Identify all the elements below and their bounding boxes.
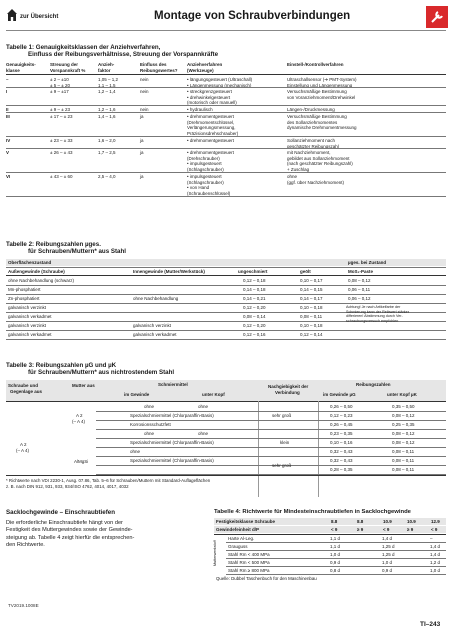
table3-cell: 0,25 – 0,35: [392, 421, 415, 427]
table1-class-cell: I: [6, 89, 8, 94]
table3-cell: 0,32 – 0,43: [330, 457, 353, 463]
table1-cell: • impulsgesteuert: [187, 161, 222, 166]
table1-row-rule: [6, 172, 446, 173]
table1-cell: (motorisch oder manuell): [187, 100, 237, 105]
table3-bottom-rule: [6, 475, 446, 476]
table3-header-cell: Schraube und: [8, 383, 39, 388]
table1-cell: • streckgrenzgesteuert: [187, 89, 232, 94]
table3-cell: Spezialschmiermittel (Chlorparaffin-Basis): [130, 439, 214, 445]
table2-cell: 0,12 – 0,20: [243, 304, 266, 310]
section-sackloch-line: Die erforderliche Einschraubtiefe hängt von der: [6, 520, 123, 526]
table2-cell: 0,10 – 0,18: [300, 322, 323, 328]
table2-cell: 0,12 – 0,14: [300, 331, 323, 337]
table4-header-cell: 8.8: [357, 519, 364, 524]
table1-cell: • von Hand: [187, 185, 210, 190]
table3-header-cell: im Gewinde: [124, 392, 150, 397]
table3-row-rule: [96, 465, 446, 466]
table1-cell: ± 26 – ± 43: [50, 150, 73, 155]
table3-cell: Spezialschmiermittel (Chlorparaffin-Basis): [130, 457, 214, 463]
header-divider: [6, 30, 446, 31]
table2-header-cell: µges. bei Zustand: [348, 260, 387, 265]
table3-nut-material: (– A 4): [72, 419, 86, 424]
table1-header-cell: Einstell-/Kontrollverfahren: [287, 62, 344, 67]
table1-cell: • längungsgesteuert (Ultraschall): [187, 77, 253, 82]
table4-material-cell: Stahl Rm < 400 MPa: [228, 551, 270, 557]
table1-cell: 1,7 – 2,5: [98, 150, 116, 155]
table1-header-cell: faktor: [98, 67, 111, 73]
table1-row-rule: [6, 112, 446, 113]
table2-header-cell: Außengewinde (Schraube): [8, 268, 65, 274]
table3-header-cell: Schmiermittel: [158, 381, 188, 387]
table3-header-cell: Verbindung: [275, 389, 300, 395]
table1-cell: ja: [140, 114, 144, 119]
table2-cell: 0,14 – 0,17: [300, 295, 323, 301]
table4-header-cell: 10.9: [407, 519, 416, 524]
table1-cell: • drehmomentgesteuert: [187, 114, 234, 119]
table4-row-rule: [226, 566, 446, 567]
table1-cell: ± 17 – ± 23: [50, 114, 73, 119]
table1-cell: ± 23 – ± 33: [50, 138, 73, 143]
table3-row-rule: [96, 411, 446, 412]
table3-cell: 0,35 – 0,50: [392, 403, 415, 409]
table1-class-cell: IV: [6, 138, 11, 143]
section-sackloch-line: den Richtwerte.: [6, 542, 45, 549]
table1-row-rule: [6, 105, 446, 106]
table3-cell: 0,08 – 0,12: [392, 412, 415, 418]
table1-header-cell: Einfluss des: [140, 62, 167, 67]
table3-footnote: * Richtwerte nach VDI 2230-1, Ausg. 07.86, Tab. 5–6 für Schrauben/Muttern mit Standard-Auflageflächen: [6, 478, 211, 483]
table4-row-rule: [226, 558, 446, 559]
table3-cell: 0,08 – 0,11: [392, 457, 415, 463]
table2-header-cell: ungeschmiert: [238, 268, 268, 274]
table4-cell: 1,4 d: [430, 551, 441, 557]
table1-cell: ja: [140, 174, 144, 179]
back-to-overview-link[interactable]: zur Übersicht: [20, 14, 59, 20]
table2-cell: 0,12 – 0,20: [243, 322, 266, 328]
table1-cell: • hydraulisch: [187, 107, 213, 112]
table2-cell: 0,12 – 0,16: [243, 331, 266, 337]
table2-cell: galvanisch verzinkt: [133, 322, 172, 328]
table4-cell: 1,4 d: [430, 543, 441, 549]
brand-logo: [426, 6, 448, 28]
table1-header-rule: [6, 74, 446, 75]
table4-row-rule: [226, 542, 446, 543]
table-column-divider: [318, 401, 319, 497]
table1-class-cell: II: [6, 107, 9, 112]
table3-cell: 0,08 – 0,11: [392, 448, 415, 454]
table1-cell: Längen-/Druckmessung: [287, 107, 335, 112]
table2-cell: ohne Nachbehandlung: [133, 295, 179, 301]
table4-header-rule: [214, 534, 446, 535]
table2-title: Tabelle 2: Reibungszahlen µges.: [6, 241, 101, 248]
table3-cell: 0,08 – 0,12: [392, 439, 415, 445]
table2-note: schraubungsversuch empfohlen: [346, 318, 399, 323]
table3-cell: 0,08 – 0,12: [392, 430, 415, 436]
table2-cell: 0,08 – 0,12: [348, 277, 371, 283]
table2-cell: 0,14 – 0,18: [243, 286, 266, 292]
section-sackloch-line: steigung ab. Tabelle 4 zeigt hierfür die entsprechen-: [6, 534, 135, 541]
table3-cell: ohne: [144, 403, 155, 409]
table2-cell: 0,10 – 0,18: [300, 304, 323, 310]
table3-screw-material: (– A 4): [16, 448, 30, 453]
table4-header-cell: Gewindefeinheit d/P: [216, 527, 260, 532]
table1-header-cell: Anzieh-: [98, 62, 115, 67]
table1-cell: 1,1 – 1,5: [98, 82, 116, 88]
table4-material-cell: Harte Al-Leg.: [228, 535, 255, 541]
table4-header-cell: < 9: [431, 527, 438, 532]
table3-row-rule: [96, 420, 446, 421]
table1-subtitle: Einfluss der Reibungsverhältnisse, Streuung der Vorspannkräfte: [28, 51, 219, 58]
table1-header-cell: Anziehverfahren: [187, 62, 223, 67]
table2-cell: 0,10 – 0,17: [300, 277, 323, 283]
table1-class-cell: –: [6, 77, 9, 82]
table1-header-cell: Genauigkeits-: [6, 62, 36, 67]
table3-row-rule: [96, 456, 446, 457]
table1-row-rule: [6, 196, 446, 197]
section-sackloch-line: Festigkeit des Muttergewindes sowie der Gewinde-: [6, 527, 133, 534]
table4-header-cell: 8.8: [331, 519, 338, 524]
table3-header-cell: Reibungszahlen: [356, 381, 391, 387]
page-header: [6, 6, 446, 30]
table2-note: differieren! Abstimmung durch Ver-: [346, 314, 403, 319]
table1-cell: Verlängerungsmessung,: [187, 125, 236, 130]
table1-cell: nein: [140, 89, 149, 94]
table3-cell: sehr groß: [272, 413, 292, 418]
table1-cell: 1,4 – 1,6: [98, 114, 116, 119]
table3-title: Tabelle 3: Reibungszahlen µG und µK: [6, 362, 117, 369]
table2-cell: Mn-phosphatiert: [8, 286, 41, 292]
table4-side-label: Mutterwerkstoff: [213, 540, 217, 566]
table2-cell: 0,14 – 0,21: [243, 295, 266, 301]
table4-header-cell: 12.9: [431, 519, 440, 524]
table4-cell: 0,9 d: [382, 567, 393, 573]
table4-cell: 1,1 d: [330, 535, 341, 541]
table3-subtitle: für Schrauben/Muttern* aus nichtrostendem Stahl: [28, 369, 175, 376]
table2-subtitle: für Schrauben/Muttern* aus Stahl: [28, 248, 126, 255]
table1-cell: Ultraschallsensor (➔ PMT-System): [287, 77, 357, 82]
table3-row-rule: [96, 438, 446, 439]
table2-note: Achtung! Je nach Artikelfarbe der: [346, 305, 401, 309]
table1-title: Tabelle 1: Genauigkeitsklassen der Anziehverfahren,: [6, 44, 161, 51]
table3-row-rule: [96, 429, 446, 430]
table3-cell: 0,12 – 0,23: [330, 412, 353, 418]
table1-cell: 1,6 – 2,0: [98, 138, 116, 143]
table2-cell: galvanisch verzinkt: [8, 322, 47, 328]
table1-cell: Versuchsmäßige Bestimmung: [287, 114, 347, 119]
table3-cell: 0,26 – 0,50: [330, 403, 353, 409]
table2-cell: ohne Nachbehandlung (schwarz): [8, 277, 75, 283]
table1-row-rule: [6, 136, 446, 137]
table4-material-cell: Stahl Rm ≥ 800 MPa: [228, 567, 270, 573]
table4-title: Tabelle 4: Richtwerte für Mindesteinschraubtiefen in Sacklochgewinde: [214, 509, 411, 515]
table4-header-cell: Festigkeitsklasse Schraube: [216, 519, 276, 524]
table3-header-cell: Gegenlage aus: [10, 388, 43, 394]
table2-row-rule: [6, 303, 446, 304]
table1-cell: ja: [140, 150, 144, 155]
table2-cell: galvanisch verkadmet: [8, 331, 52, 337]
table2-row-rule: [6, 294, 446, 295]
table2-cell: 0,06 – 0,12: [348, 295, 371, 301]
table3-nut-material: AlMgSi: [74, 459, 89, 464]
table4-header-cell: 10.9: [383, 519, 392, 524]
table3-header-cell: Nachgiebigkeit der: [268, 384, 309, 389]
table1-class-cell: III: [6, 114, 10, 119]
table4-row-rule: [226, 574, 446, 575]
table1-cell: gebildet aus Sollanziehmoment: [287, 155, 350, 161]
table3-row-rule: [96, 474, 446, 475]
table4-cell: 1,1 d: [330, 543, 341, 549]
table2-header-cell: geölt: [300, 268, 311, 274]
table1-cell: ± 9 – ±17: [50, 89, 69, 94]
table1-cell: (Drehschrauber): [187, 155, 220, 161]
table1-class-cell: VI: [6, 174, 11, 179]
table1-cell: 1,05 – 1,2: [98, 77, 119, 82]
table1-cell: • impulsgesteuert: [187, 174, 222, 179]
table2-cell: Zn-phosphatiert: [8, 295, 40, 301]
table4-header-cell: ≥ 9: [407, 527, 414, 532]
table1-cell: ± 2 – ±10: [50, 77, 69, 82]
table3-cell: 0,23 – 0,35: [330, 430, 353, 436]
table2-cell: 0,08 – 0,11: [300, 313, 323, 319]
table1-cell: ja: [140, 138, 144, 143]
table1-class-cell: V: [6, 150, 10, 155]
table1-cell: • drehwinkelgesteuert: [187, 94, 231, 100]
table3-cell: ohne: [144, 430, 155, 436]
table4-cell: 1,0 d: [430, 567, 441, 573]
table3-cell: klein: [280, 440, 290, 445]
table1-cell: Versuchsmäßige Bestimmung: [287, 89, 347, 94]
table1-cell: (Schraubenschlüssel): [187, 190, 231, 196]
table2-header-rule: [6, 275, 446, 276]
table1-header-cell: Streuung der: [50, 62, 79, 67]
table4-cell: 1,25 d: [382, 543, 395, 549]
page-title: Montage von Schraubverbindungen: [154, 10, 351, 22]
table1-cell: Sollanziehmoment nach: [287, 138, 336, 143]
table1-header-cell: Vorspannkraft %: [50, 67, 86, 73]
table4-cell: 1,0 d: [330, 551, 341, 557]
table4-header-cell: ≥ 9: [357, 527, 364, 532]
table1-cell: • drehmomentgesteuert: [187, 150, 234, 155]
table3-cell: sehr groß: [272, 463, 292, 468]
table1-cell: • drehmomentgesteuert: [187, 138, 234, 143]
table1-header-cell: Reibungswertes?: [140, 67, 178, 73]
table1-cell: Einstellung und Längenmessung: [287, 82, 353, 88]
section-sackloch-title: Sacklochgewinde – Einschraubtiefen: [6, 509, 116, 516]
table2-cell: galvanisch verkadmet: [133, 331, 177, 337]
table1-cell: (Schlagschrauber): [187, 179, 224, 185]
table1-cell: 1,2 – 1,4: [98, 89, 116, 94]
table1-cell: nein: [140, 77, 149, 82]
table2-header-cell: MoS₂-Paste: [348, 268, 374, 274]
table2-row-rule: [6, 330, 446, 331]
table1-header-cell: (Werkzeuge): [187, 67, 214, 73]
table3-screw-material: A 2: [20, 442, 27, 447]
table2-cell: galvanisch verkadmet: [8, 313, 52, 319]
table3-cell: 0,32 – 0,43: [330, 448, 353, 454]
table4-source: Quelle: Dubbel Taschenbuch für den Maschinenbau: [216, 575, 317, 581]
table2-rule: [6, 267, 446, 268]
table4-cell: 1,4 d: [382, 535, 393, 541]
table2-row-rule: [6, 339, 446, 340]
page-number: TI–243: [420, 621, 441, 628]
table1-cell: (nach geschätzter Reibungszahl): [287, 161, 353, 166]
table3-header-cell: unter Kopf: [202, 392, 225, 397]
table1-cell: von Voranziehmoment/Drehwinkel: [287, 94, 356, 100]
table1-cell: dynamische Drehmomentmessung: [287, 125, 357, 130]
table3-row-rule: [96, 447, 446, 448]
wrench-icon: [426, 6, 448, 28]
table1-cell: mit Nachziehmoment,: [287, 150, 331, 155]
table1-cell: + Zuschlag: [287, 166, 310, 172]
table2-note: Schmierung kann der Reibwert stärker: [346, 309, 409, 314]
table1-cell: geschätzter Reibungszahl: [287, 143, 339, 149]
table3-cell: Spezialschmiermittel (Chlorparaffin-Basis): [130, 412, 214, 418]
table3-cell: 0,28 – 0,35: [330, 466, 353, 472]
table4-row-rule: [226, 550, 446, 551]
table1-header-cell: klasse: [6, 67, 20, 73]
table2-cell: galvanisch verzinkt: [8, 304, 47, 310]
table3-cell: 0,26 – 0,45: [330, 421, 353, 427]
table1-cell: ohne: [287, 174, 298, 179]
table3-nut-material: A 2: [76, 413, 83, 418]
table1-cell: des Sollanziehmomentes: [287, 119, 338, 125]
table4-cell: 1,25 d: [382, 551, 395, 557]
table-column-divider: [258, 401, 259, 497]
table1-cell: ± 9 – ± 23: [50, 107, 70, 112]
table3-footnote: z. B. nach DIN 912, 931, 933, 934/ISO 4762, 4014, 4017, 4032: [6, 484, 129, 489]
table1-cell: ± 43 – ± 60: [50, 174, 73, 179]
table4-material-cell: Stahl Rm < 500 MPa: [228, 559, 270, 565]
table4-cell: 0,8 d: [330, 567, 341, 573]
table4-cell: 1,2 d: [430, 559, 441, 565]
table4-header-cell: < 9: [383, 527, 390, 532]
table1-cell: 2,5 – 4,0: [98, 174, 116, 179]
table1-cell: nein: [140, 107, 149, 112]
table1-cell: (Schlagschrauber): [187, 166, 224, 172]
table3-cell: ohne: [198, 403, 209, 409]
table4-header-cell: < 9: [331, 527, 338, 532]
table2-cell: 0,08 – 0,14: [243, 313, 266, 319]
table2-cell: 0,14 – 0,15: [300, 286, 323, 292]
document-code: TV2019.1008E: [8, 603, 39, 608]
table2-cell: 0,12 – 0,18: [243, 277, 266, 283]
table1-cell: ± 5 – ± 20: [50, 82, 70, 88]
table3-cell: ohne: [130, 448, 141, 454]
table3-cell: Korrosionsschutzfett: [130, 421, 171, 427]
table4-cell: 0,9 d: [330, 559, 341, 565]
table1-cell: (ggf. über Nachziehmoment): [287, 179, 345, 185]
table3-header-cell: Mutter aus: [72, 383, 95, 388]
table1-cell: • Längenmessung (mechanisch): [187, 82, 252, 88]
home-icon[interactable]: [7, 9, 17, 21]
table4-material-cell: Grauguss: [228, 543, 248, 549]
table3-cell: 0,08 – 0,11: [392, 466, 415, 472]
table1-cell: Präzisionsdrehschrauber): [187, 130, 239, 136]
table3-header-cell: unter Kopf µK: [387, 392, 417, 397]
table1-row-rule: [6, 87, 446, 88]
table2-header-cell: Innengewinde (Mutter/Werkstück): [133, 268, 205, 274]
table2-header-cell: Oberflächenzustand: [8, 260, 52, 265]
table4-cell: 1,0 d: [382, 559, 393, 565]
table1-cell: 1,2 – 1,6: [98, 107, 116, 112]
table4-cell: –: [430, 535, 433, 541]
table1-row-rule: [6, 148, 446, 149]
table3-cell: 0,10 – 0,16: [330, 439, 353, 445]
table1-cell: (Drehmomentschlüssel,: [187, 119, 235, 125]
table3-header-rule: [6, 401, 446, 402]
table3-cell: ohne: [198, 430, 209, 436]
table3-header-cell: im Gewinde µG: [323, 392, 356, 397]
table2-row-rule: [6, 285, 446, 286]
table2-cell: 0,06 – 0,11: [348, 286, 371, 292]
